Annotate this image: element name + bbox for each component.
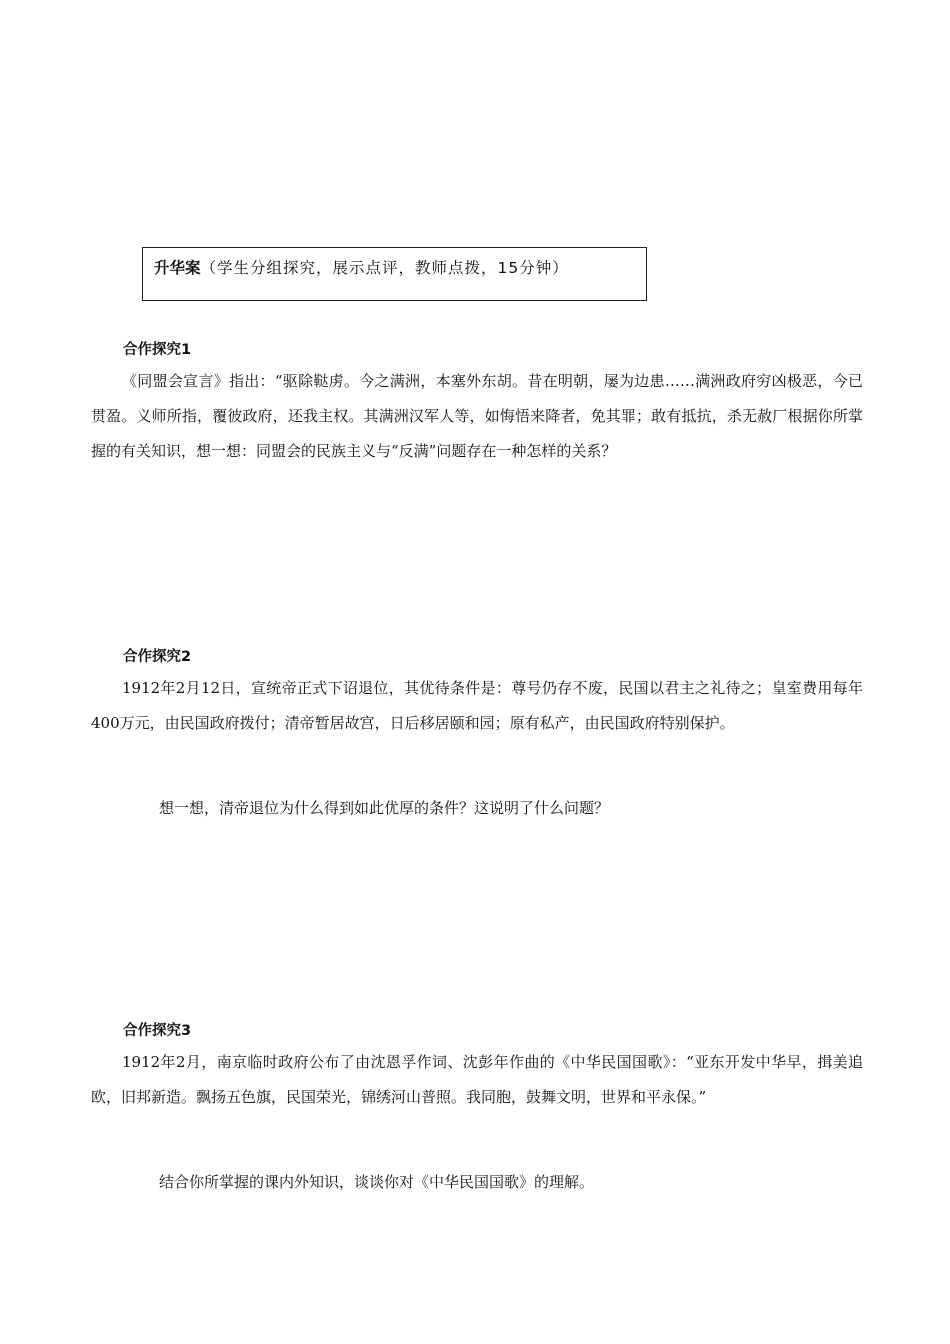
section-3-paragraph: 1912年2月，南京临时政府公布了由沈恩孚作词、沈彭年作曲的《中华民国国歌》：“亚东开发中华早，揖美追欧，旧邦新造。飘扬五色旗，民国荣光，锦绣河山普照。我同胞，鼓舞文明，世界和平永保。”: [91, 1053, 863, 1106]
section-header-box: [142, 247, 647, 301]
section-3-question: 结合你所掌握的课内外知识，谈谈你对《中华民国国歌》的理解。: [159, 1173, 595, 1191]
section-2-paragraph: 1912年2月12日，宣统帝正式下诏退位，其优待条件是：尊号仍存不废，民国以君主之礼待之；皇室费用每年400万元，由民国政府拨付；清帝暂居故宫，日后移居颐和园；原有私产，由民国政府特别保护。: [91, 679, 863, 732]
section-title-1: 合作探究1: [123, 342, 192, 358]
section-title-3: 合作探究3: [123, 1023, 192, 1039]
header-subtitle: （学生分组探究，展示点评，教师点拨，15分钟）: [200, 259, 569, 277]
section-title-2: 合作探究2: [123, 649, 192, 665]
section-2-question: 想一想，清帝退位为什么得到如此优厚的条件？这说明了什么问题？: [159, 799, 610, 817]
header-title: 升华案: [154, 259, 201, 277]
section-1-paragraph: 《同盟会宣言》指出：“驱除鞑虏。今之满洲，本塞外东胡。昔在明朝，屡为边患……满洲政府穷凶极恶，今已贯盈。义师所指，覆彼政府，还我主权。其满洲汉军人等，如悔悟来降者，免其罪；敢有抵抗，杀无赦厂根据你所掌握的有关知识，想一想：同盟会的民族主义与“反满”问题存在一种怎样的关系？: [91, 372, 863, 460]
